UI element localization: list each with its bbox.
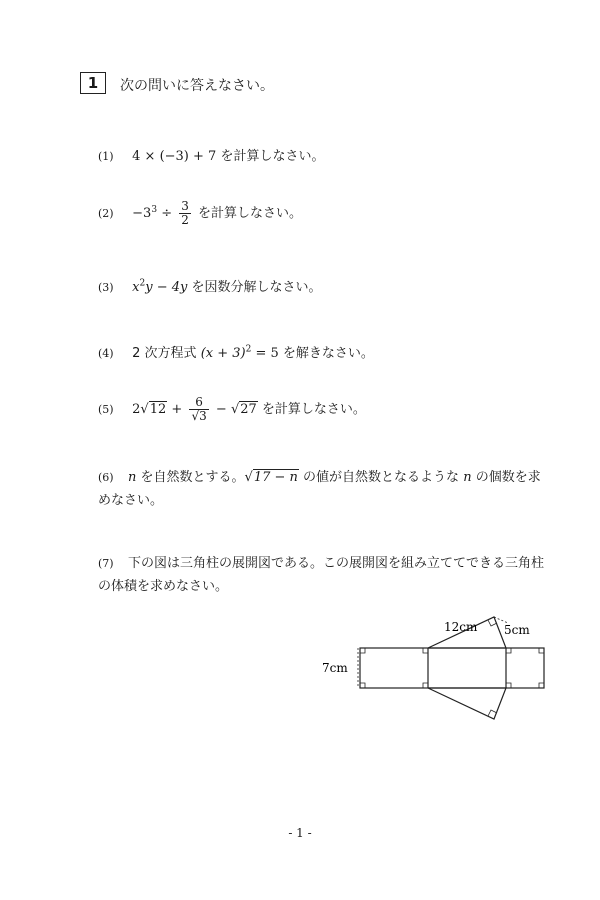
question-6 [98,467,550,513]
question-2-denominator: 2 [181,213,189,228]
question-2-numerator: 3 [181,199,189,213]
right-angle-mark [360,648,365,653]
question-6-label: (6) [98,471,114,484]
question-6-variable-2: n [463,470,472,485]
question-2-operator: ÷ [161,206,173,222]
question-5-sqrt-1: √12 [140,402,167,418]
question-3-variable: x [132,280,140,295]
question-5-numerator: 6 [195,395,203,409]
question-1 [98,145,324,164]
question-5-label: (5) [98,403,114,417]
right-angle-mark [423,683,428,688]
question-4-exponent: 2 [245,344,252,355]
question-2-fraction [179,200,191,227]
question-5-minus: − [215,402,227,418]
question-6-mid: の値が自然数となるような [303,470,460,485]
question-2 [98,200,302,227]
label-7cm: 7cm [322,661,348,675]
question-6-post: の個数を求めなさい。 [98,470,541,508]
question-7 [98,553,550,599]
question-7-label: (7) [98,557,114,570]
question-4-rhs: = 5 [255,346,279,361]
question-3-instruction: を因数分解しなさい。 [191,280,322,295]
question-6-pre: を自然数とする。 [140,470,245,485]
question-2-base: −3 [132,206,152,222]
question-6-sqrt: √17 − n [244,470,298,485]
right-angle-mark [539,648,544,653]
question-3 [98,276,322,295]
section-heading: 次の問いに答えなさい。 [120,78,274,94]
question-5-radicand-1: 12 [149,402,167,418]
question-2-exponent: 3 [151,204,158,215]
right-angle-mark [360,683,365,688]
question-5-radicand-2: 27 [240,402,257,418]
question-5-plus: + [171,402,183,418]
question-2-label: (2) [98,207,114,221]
question-5-sqrt-2: √27 [230,402,257,418]
right-angle-mark [506,683,511,688]
question-6-radicand: 17 − n [253,470,298,485]
label-12cm: 12cm [444,620,478,634]
question-6-variable: n [128,470,137,485]
question-1-label: (1) [98,150,114,163]
question-5-denominator: √3 [191,409,207,424]
net-bottom-triangle [428,688,506,719]
section-number-box [80,72,106,94]
question-1-expression: 4 × (−3) + 7 [132,149,217,164]
label-5cm: 5cm [504,623,530,637]
question-5-instruction: を計算しなさい。 [261,402,366,418]
question-7-text: 下の図は三角柱の展開図である。この展開図を組み立ててできる三角柱の体積を求めなさい。 [98,556,545,594]
question-5-fraction [189,396,208,423]
question-1-instruction: を計算しなさい。 [220,149,325,164]
question-5-coefficient: 2 [132,402,141,418]
section-number: 1 [87,74,99,92]
question-3-expression: y − 4y [145,280,188,295]
question-4-lhs: (x + 3) [200,346,246,361]
question-3-exponent: 2 [139,278,146,289]
question-4-instruction: を解きなさい。 [282,346,374,361]
question-4-label: (4) [98,347,114,360]
question-4-prefix: 2 次方程式 [132,346,197,361]
question-4 [98,342,374,361]
question-5-denominator-radicand: 3 [199,409,207,424]
question-3-label: (3) [98,281,114,294]
net-rectangle [360,648,544,688]
right-angle-mark [506,648,511,653]
question-5 [98,396,366,423]
right-angle-mark [423,648,428,653]
question-2-instruction: を計算しなさい。 [198,206,303,222]
page-number: - 1 - [288,826,312,840]
prism-net-diagram [320,605,560,725]
right-angle-mark [539,683,544,688]
